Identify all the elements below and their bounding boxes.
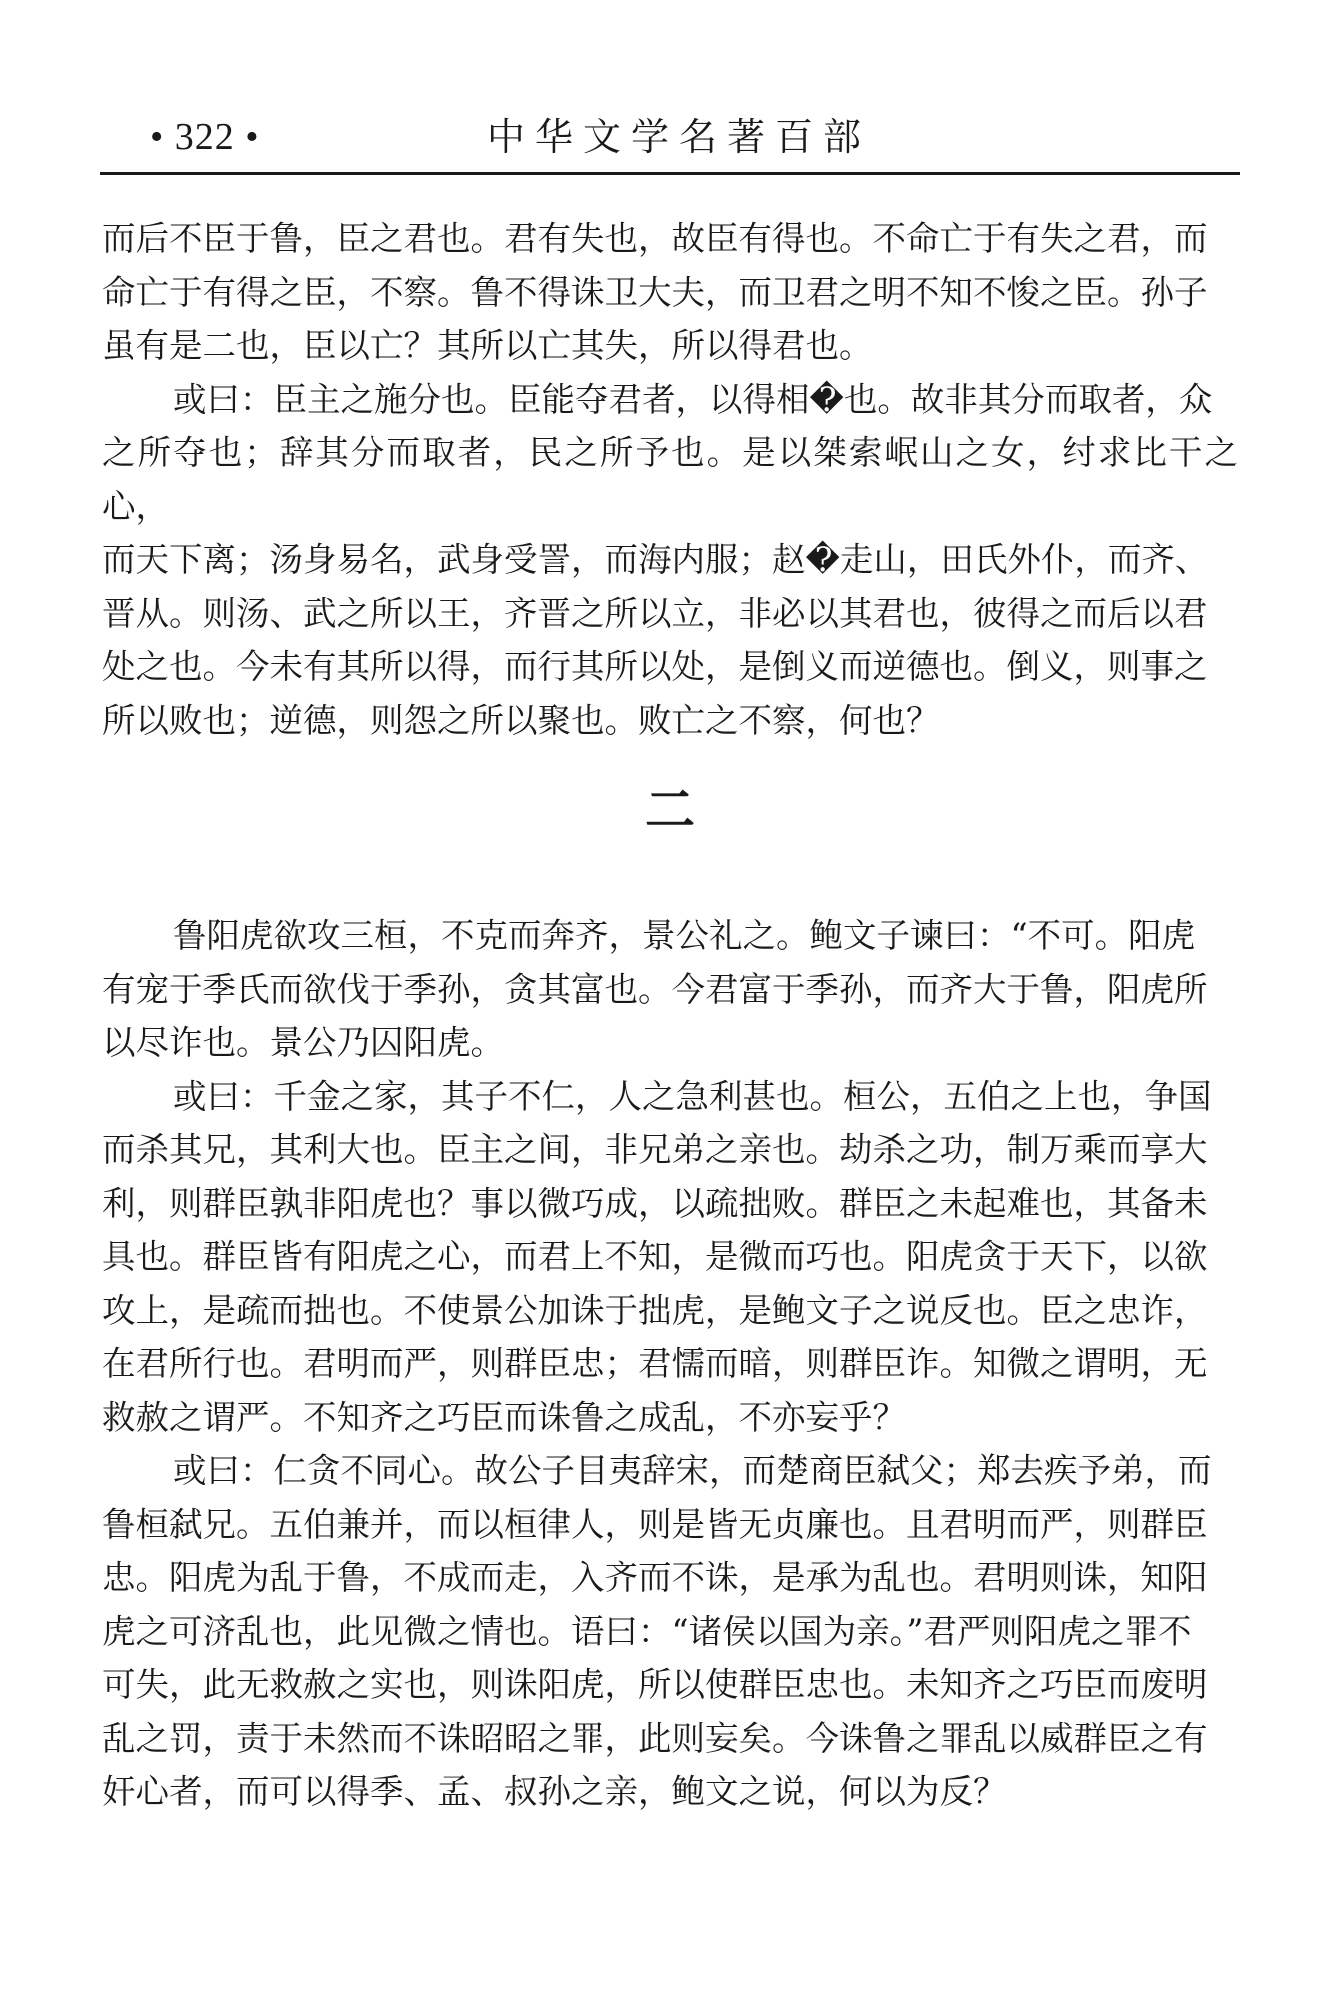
section-heading: [102, 747, 1238, 909]
paragraph-commentary-2: 或曰：千金之家，其子不仁，人之急利甚也。桓公，五伯之上也，争国 而杀其兄，其利大也。臣主之间，非兄弟之亲也。劫杀之功，制万乘而享大 利，则群臣孰非阳虎也？事以微巧成，以疏拙败。群臣之未起难也，其备未 具也。群臣皆有阳虎之心，而君上不知，是微而巧也。阳虎贪于天下，以欲 攻上，是疏而拙也。不使景公加诛于拙虎，是鲍文子之说反也。臣之忠诈， 在君所行也。君明而严，则群臣忠；君懦而暗，则群臣诈。知微之谓明，无 救赦之谓严。不知齐之巧臣而诛鲁之成乱，不亦妄乎？: [102, 1076, 1212, 1437]
page-body: [102, 212, 1238, 1819]
paragraph-narrative: 鲁阳虎欲攻三桓，不克而奔齐，景公礼之。鲍文子谏曰：“不可。阳虎 有宠于季氏而欲伐于季孙，贪其富也。今君富于季孙，而齐大于鲁，阳虎所 以尽诈也。景公乃囚阳虎。: [102, 916, 1208, 1062]
paragraph-continued: 而后不臣于鲁，臣之君也。君有失也，故臣有得也。不命亡于有失之君，而 命亡于有得之臣，不察。鲁不得诛卫大夫，而卫君之明不知不悛之臣。孙子 虽有是二也，臣以亡？其所以亡其失，所以得君也。: [102, 219, 1208, 365]
running-title: 中华文学名著百部: [486, 115, 871, 159]
header-rule: [100, 172, 1240, 175]
page-number: • 322 •: [150, 116, 260, 158]
paragraph-commentary-1: 或曰：臣主之施分也。臣能夺君者，以得相�也。故非其分而取者，众 之所夺也；辞其分而取者，民之所予也。是以桀索岷山之女，纣求比干之心， 而天下离；汤身易名，武身受詈，而海内服；赵�走山，田氏外仆，而齐、 晋从。则汤、武之所以王，齐晋之所以立，非必以其君也，彼得之而后以君 处之也。今未有其所以得，而行其所以处，是倒义而逆德也。倒义，则事之 所以败也；逆德，则怨之所以聚也。败亡之不察，何也？: [102, 379, 1238, 740]
paragraph-commentary-3: 或曰：仁贪不同心。故公子目夷辞宋，而楚商臣弑父；郑去疾予弟，而 鲁桓弑兄。五伯兼并，而以桓律人，则是皆无贞廉也。且君明而严，则群臣 忠。阳虎为乱于鲁，不成而走，入齐而不诛，是承为乱也。君明则诛，知阳 虎之可济乱也，此见微之情也。语曰：“诸侯以国为亲。”君严则阳虎之罪不 可失，此无救赦之实也，则诛阳虎，所以使群臣忠也。未知齐之巧臣而废明 乱之罚，责于未然而不诛昭昭之罪，此则妄矣。今诛鲁之罪乱以威群臣之有 奸心者，而可以得季、孟、叔孙之亲，鲍文之说，何以为反？: [102, 1451, 1212, 1811]
section-number: 二: [645, 780, 695, 839]
page-header: [100, 108, 1238, 170]
